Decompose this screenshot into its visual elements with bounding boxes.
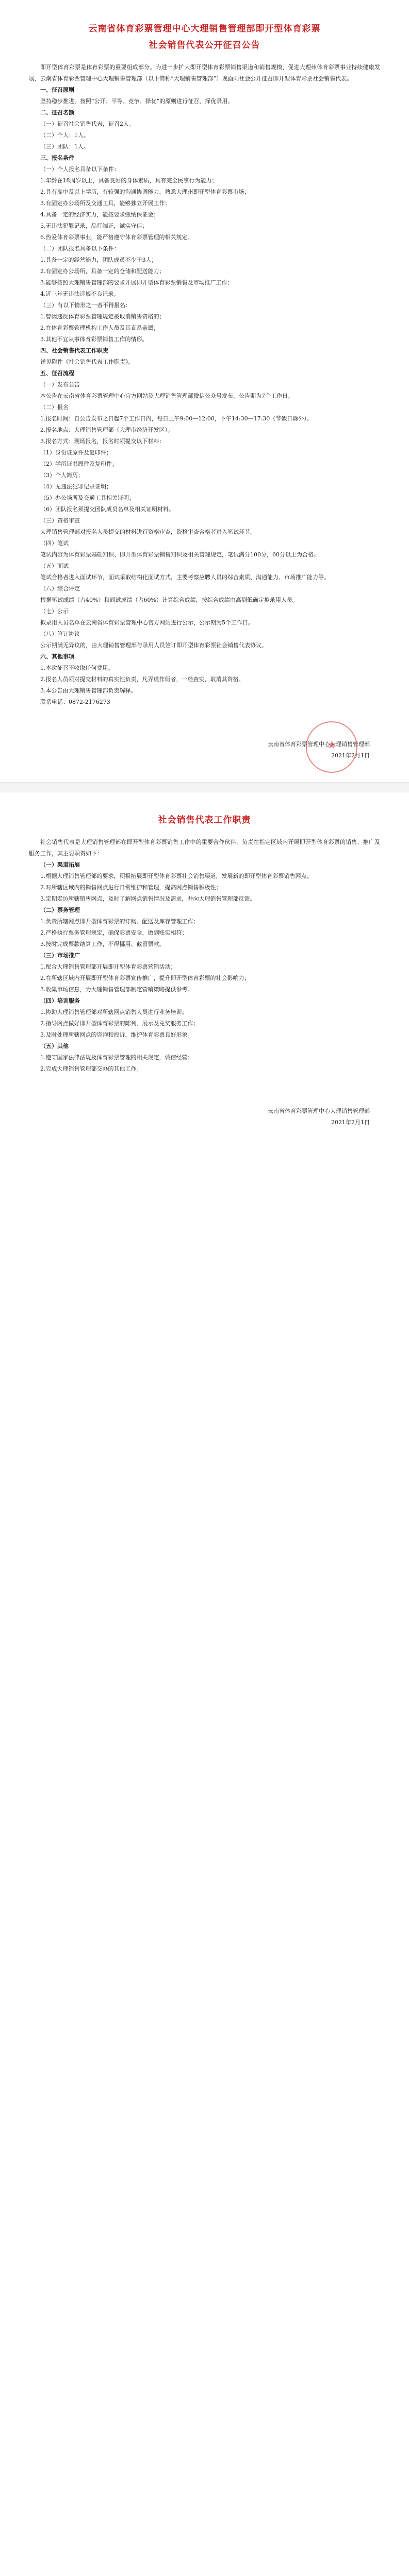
section-text-principle: 坚持稳步推进，按照“公开、平等、竞争、择优”的原则进行征召，择优录用。 [40, 98, 234, 105]
section-heading-conditions: 三、报名条件 [40, 155, 74, 161]
process-item: （4）无违法犯罪记录证明； [40, 483, 112, 490]
official-seal [306, 721, 357, 773]
duties-intro: 社会销售代表是大理销售管理部在即开型体育彩票销售工作中的重要合作伙伴，负责在指定区域内开展即开型体育彩票的销售、推广及服务工作，其主要职责如下： [29, 839, 380, 857]
duty-item: 3.按时完成票款结算工作，不得挪用、截留票款。 [40, 941, 165, 947]
duty-item: 1.协助大理销售管理部对所辖网点销售人员进行业务培训； [40, 1009, 188, 1015]
duty-item: 1.负责所辖网点即开型体育彩票的订购、配送及库存管理工作； [40, 918, 199, 925]
process-item: 笔试内容为体育彩票基础知识、即开型体育彩票销售知识及相关管理规定，笔试满分100分，60分以上为合格。 [40, 551, 319, 558]
conditions-list [29, 164, 380, 345]
condition-item: 3.有固定办公场所及交通工具，能够独立开展工作； [40, 200, 171, 207]
sign-date: 2021年2月1日 [331, 752, 370, 759]
notice-sheet [0, 0, 409, 782]
condition-item: 3.能够按照大理销售管理部的要求开展即开型体育彩票销售及市场推广工作； [40, 279, 233, 286]
duty-item: 3.及时处理所辖网点的咨询和投诉，维护体育彩票良好形象。 [40, 1031, 193, 1038]
condition-item: （二）团队报名具备以下条件： [40, 245, 120, 252]
notice-intro: 即开型体育彩票是体育彩票的重要组成部分。为进一步扩大即开型体育彩票销售渠道和销售规模，促进大理州体育彩票事业持续健康发展，云南省体育彩票管理中心大理销售管理部（以下简称“大理销售管理部”）现面向社会公开征召即开型体育彩票社会销售代表。 [29, 64, 380, 82]
process-list [29, 379, 380, 651]
contact-phone: 联系电话：0872-2176273 [40, 699, 110, 705]
condition-item: 3.其他不宜从事体育彩票销售工作的情形。 [40, 336, 148, 343]
quota-item: （三）团队：1人。 [40, 143, 89, 150]
quota-list [29, 118, 380, 152]
condition-item: （三）有以下情形之一者不得报名： [40, 302, 131, 309]
condition-item: 4.具备一定的经济实力，能按要求缴纳保证金； [40, 211, 159, 218]
duty-item: 2.完成大理销售管理部交办的其他工作。 [40, 1065, 142, 1072]
process-item: （6）团队报名须提交团队成员名单及相关证明材料。 [40, 506, 174, 513]
condition-item: 2.在体育彩票管理机构工作人员及其直系亲属； [40, 325, 159, 331]
duties-signoff [29, 1106, 380, 1128]
other-item: 1.本次征召不收取任何费用。 [40, 665, 114, 671]
process-item: （1）身份证原件及复印件； [40, 449, 112, 456]
condition-item: 2.具有高中及以上学历，有较强的沟通协调能力，熟悉大理州即开型体育彩票市场； [40, 189, 250, 195]
condition-item: 1.曾因违反体育彩票管理规定被取消销售资格的； [40, 313, 165, 320]
process-item: （3）个人简历； [40, 472, 84, 479]
condition-item: 4.近三年无违法违规不良记录。 [40, 291, 120, 297]
duty-item: 2.严格执行票务管理规定，确保彩票安全，做到账实相符； [40, 929, 188, 936]
condition-item: 5.无违法犯罪记录，品行端正，诚实守信； [40, 223, 148, 229]
sign-date: 2021年2月1日 [331, 1119, 370, 1126]
condition-item: 1.年龄在18周岁以上，具备良好的身体素质，具有完全民事行为能力； [40, 177, 218, 184]
duty-item: 1.配合大理销售管理部开展即开型体育彩票营销活动； [40, 963, 176, 970]
section-heading-duties: 四、社会销售代表工作职责 [40, 347, 108, 354]
process-item: 2.报名地点：大理销售管理部（大理市经济开发区）。 [40, 427, 173, 433]
section-heading-other: 六、其他事项 [40, 653, 74, 660]
document-page [0, 0, 409, 1190]
duty-item: 2.在所辖区域内开展即开型体育彩票宣传推广，提升即开型体育彩票的社会影响力； [40, 975, 250, 981]
sign-organization: 云南省体育彩票管理中心大理销售管理部 [268, 1108, 370, 1114]
notice-signoff [29, 739, 380, 761]
duty-heading: （二）票务管理 [40, 907, 80, 913]
duty-item: 2.对所辖区域内的销售网点进行日常维护和管理，提高网点销售积极性； [40, 884, 222, 891]
notice-title-line1: 云南省体育彩票管理中心大理销售管理部即开型体育彩票 [88, 24, 321, 34]
process-item: 公示期满无异议的，由大理销售管理部与录用人员签订即开型体育彩票社会销售代表协议。 [40, 642, 267, 649]
process-item: 1.报名时间：自公告发布之日起7个工作日内，每日上午9:00—12:00，下午14:30—17:30（节假日除外）。 [40, 415, 313, 422]
condition-item: 1.具备一定的经营能力，团队成员不少于3人； [40, 257, 157, 263]
duty-item: 3.定期走访所辖销售网点，及时了解网点销售情况及需求，并向大理销售管理部反馈。 [40, 895, 256, 902]
condition-item: （一）个人报名具备以下条件： [40, 166, 120, 173]
duties-sheet [0, 792, 409, 1190]
page-separator [0, 782, 409, 792]
process-item: （三）资格审查 [40, 517, 80, 524]
duties-title: 社会销售代表工作职责 [158, 815, 251, 825]
other-list [29, 663, 380, 708]
process-item: （七）公示 [40, 608, 69, 615]
duty-heading: （四）培训服务 [40, 997, 80, 1004]
duty-heading: （三）市场推广 [40, 952, 80, 959]
other-item: 2.报名人员须对提交材料的真实性负责，凡弄虚作假者，一经查实，取消其资格。 [40, 676, 244, 683]
quota-item: （一）征召社会销售代表，征召2人。 [40, 121, 135, 127]
process-item: （5）办公场所及交通工具相关证明； [40, 495, 135, 501]
notice-title-line2: 社会销售代表公开征召公告 [149, 40, 260, 50]
process-item: 笔试合格者进入面试环节，面试采取结构化面试方式，主要考察应聘人员的综合素质、沟通能力、市场推广能力等。 [40, 574, 330, 581]
process-item: 3.报名方式：现场报名，报名时须提交以下材料： [40, 438, 165, 445]
duty-item: 1.根据大理销售管理部的要求，积极拓展即开型体育彩票社会销售渠道，发展新的即开型体育彩票销售网点； [40, 873, 313, 879]
duty-item: 1.遵守国家法律法规及体育彩票管理的相关规定，诚信经营； [40, 1054, 193, 1061]
condition-item: 6.热爱体育彩票事业，能严格遵守体育彩票管理的相关规定。 [40, 234, 193, 241]
duty-heading: （五）其他 [40, 1043, 69, 1049]
process-item: （一）发布公告 [40, 381, 80, 388]
condition-item: 2.有固定办公场所，具备一定的仓储和配送能力； [40, 268, 165, 275]
section-heading-quota: 二、征召名额 [40, 109, 74, 116]
process-item: （四）笔试 [40, 540, 69, 547]
duties-list [29, 859, 380, 1075]
process-item: 本公告在云南省体育彩票管理中心官方网站及大理销售管理部微信公众号发布，公告期为7个工作日。 [40, 393, 293, 399]
process-item: （2）学历证书原件及复印件； [40, 461, 118, 467]
process-item: （五）面试 [40, 563, 69, 569]
section-heading-process: 五、征召流程 [40, 370, 74, 377]
process-item: 大理销售管理部对报名人员提交的材料进行资格审查，资格审查合格者进入笔试环节。 [40, 529, 256, 535]
duty-item: 3.收集市场信息，为大理销售管理部制定营销策略提供参考。 [40, 986, 193, 993]
process-item: 拟录用人员名单在云南省体育彩票管理中心官方网站进行公示，公示期为5个工作日。 [40, 619, 254, 626]
process-item: （六）综合评定 [40, 585, 80, 592]
other-item: 3.本公告由大理销售管理部负责解释。 [40, 687, 137, 694]
quota-item: （二）个人：1人。 [40, 132, 89, 139]
process-item: （二）报名 [40, 404, 69, 411]
section-heading-principle: 一、征召原则 [40, 87, 74, 93]
sign-organization: 云南省体育彩票管理中心大理销售管理部 [268, 741, 370, 748]
duty-item: 2.指导网点做好即开型体育彩票的陈列、展示及兑奖服务工作； [40, 1020, 199, 1027]
duty-heading: （一）渠道拓展 [40, 861, 80, 868]
process-item: 根据笔试成绩（占40%）和面试成绩（占60%）计算综合成绩，按综合成绩由高到低确定拟录用人员。 [40, 597, 298, 603]
section-text-duties: 详见附件《社会销售代表工作职责》。 [40, 359, 134, 365]
process-item: （八）签订协议 [40, 631, 80, 637]
